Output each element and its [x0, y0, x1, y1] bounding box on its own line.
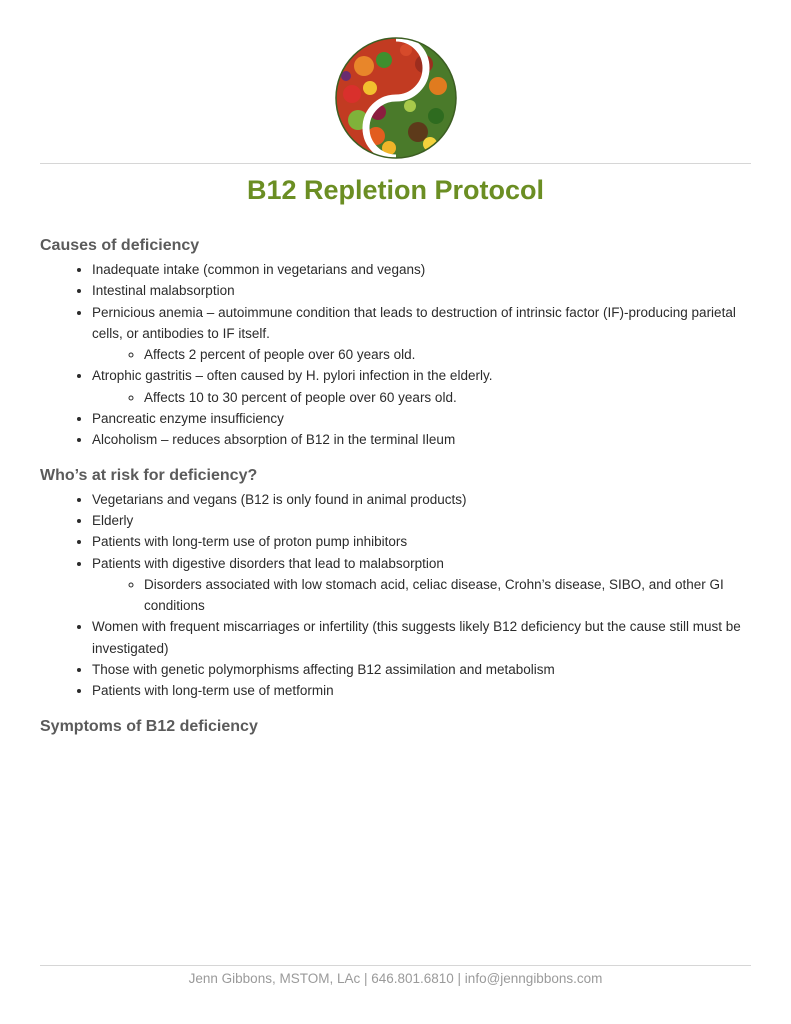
list-item: • Patients with long-term use of proton pump inhibitors	[92, 531, 752, 552]
fruit-vegetable-yin-yang-logo-icon	[334, 36, 458, 160]
sub-list-item: ◦ Affects 2 percent of people over 60 years old.	[144, 344, 752, 365]
page-title: B12 Repletion Protocol	[246, 175, 545, 205]
list-item: • Intestinal malabsorption	[92, 280, 752, 301]
list-item: • Women with frequent miscarriages or infertility (this suggests likely B12 deficiency but the cause still must be investigated)	[92, 616, 752, 659]
sub-list-item: ◦ Affects 10 to 30 percent of people over 60 years old.	[144, 387, 752, 408]
logo	[0, 36, 791, 160]
sub-bullet-list	[92, 574, 752, 617]
document-body	[40, 235, 752, 740]
list-item: • Alcoholism – reduces absorption of B12 in the terminal Ileum	[92, 429, 752, 450]
section-symptoms	[40, 716, 752, 738]
list-item: • Vegetarians and vegans (B12 is only found in animal products)	[92, 489, 752, 510]
sub-bullet-list	[92, 344, 752, 365]
sub-list-item: ◦ Disorders associated with low stomach acid, celiac disease, Crohn’s disease, SIBO, and other GI conditions	[144, 574, 752, 617]
list-item: • Patients with long-term use of metformin	[92, 680, 752, 701]
list-item: • Pancreatic enzyme insufficiency	[92, 408, 752, 429]
list-item: • Those with genetic polymorphisms affecting B12 assimilation and metabolism	[92, 659, 752, 680]
section-risk	[40, 465, 752, 702]
bullet-list	[40, 259, 752, 451]
header-divider	[40, 163, 751, 164]
list-item: • Elderly	[92, 510, 752, 531]
section-heading: Causes of deficiency	[40, 237, 200, 254]
section-causes	[40, 235, 752, 451]
sub-bullet-list	[92, 387, 752, 408]
list-item: • Patients with digestive disorders that lead to malabsorption ◦ Disorders associated with low stomach acid, celiac disease, Crohn’s disease, SIBO, and other GI conditions	[92, 553, 752, 617]
list-item: • Pernicious anemia – autoimmune condition that leads to destruction of intrinsic factor (IF)-producing parietal cells, or antibodies to IF itself. ◦ Affects 2 percent of people over 60 years old.	[92, 302, 752, 366]
list-item: • Inadequate intake (common in vegetarians and vegans)	[92, 259, 752, 280]
footer-divider	[40, 965, 751, 966]
footer-contact: Jenn Gibbons, MSTOM, LAc | 646.801.6810 | info@jenngibbons.com	[188, 971, 603, 986]
section-heading: Symptoms of B12 deficiency	[40, 717, 258, 735]
bullet-list	[40, 489, 752, 702]
section-heading: Who’s at risk for deficiency?	[40, 466, 258, 484]
list-item: • Atrophic gastritis – often caused by H. pylori infection in the elderly. ◦ Affects 10 to 30 percent of people over 60 years old.	[92, 365, 752, 408]
